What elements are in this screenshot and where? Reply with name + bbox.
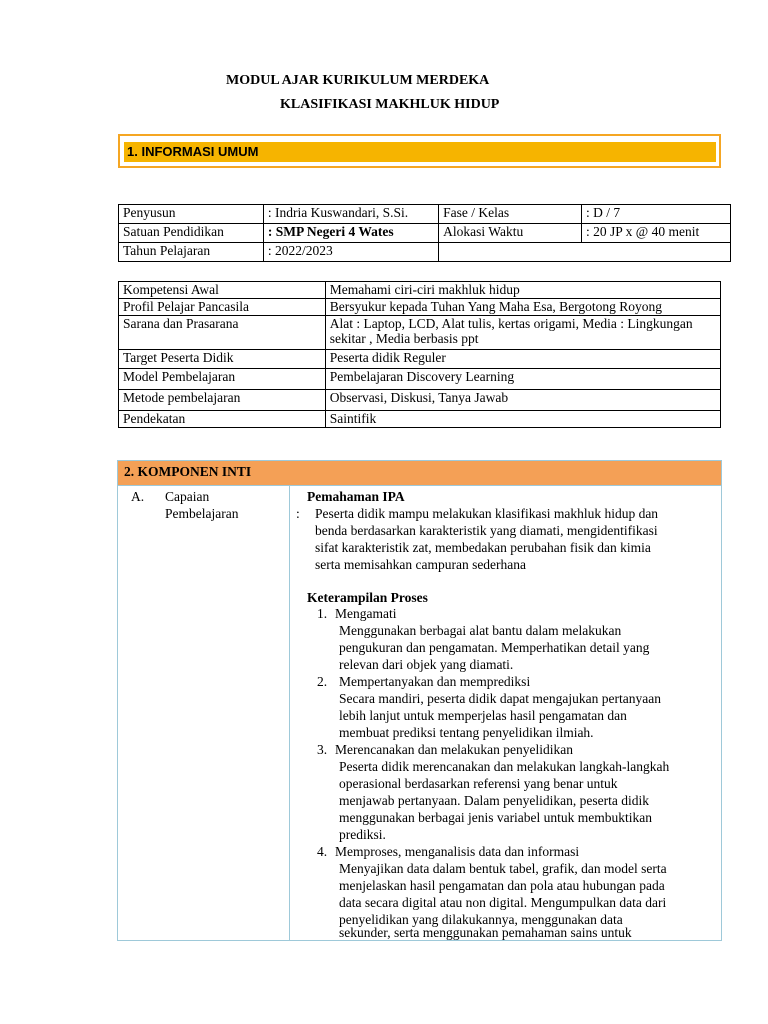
capaian-label-line1: Capaian xyxy=(165,489,210,504)
module-subtitle: KLASIFIKASI MAKHLUK HIDUP xyxy=(280,97,500,112)
tahun-value: : 2022/2023 xyxy=(263,243,438,262)
component-value: Peserta didik Reguler xyxy=(325,350,720,369)
general-info-table xyxy=(118,204,731,262)
section-1-heading: 1. INFORMASI UMUM xyxy=(124,142,716,162)
empty-cell xyxy=(582,243,731,262)
section-2-heading: 2. KOMPONEN INTI xyxy=(118,461,721,486)
component-label: Model Pembelajaran xyxy=(119,369,326,390)
section-2-box xyxy=(117,460,722,941)
colon: : xyxy=(296,506,300,521)
item-line: data secara digital atau non digital. Mengumpulkan data dari xyxy=(339,895,667,910)
item-line: prediksi. xyxy=(339,827,386,842)
item-title: Merencanakan dan melakukan penyelidikan xyxy=(335,742,574,757)
penyusun-value: : Indria Kuswandari, S.Si. xyxy=(263,205,438,224)
item-line: menggunakan berbagai jenis variabel untuk membuktikan xyxy=(339,810,653,825)
item-line: pengukuran dan pengamatan. Memperhatikan detail yang xyxy=(339,640,650,655)
item-line: Secara mandiri, peserta didik dapat mengajukan pertanyaan xyxy=(339,691,661,706)
item-line: penyelidikan yang dilakukannya, menggunakan data xyxy=(339,912,623,927)
ipa-text-line: Peserta didik mampu melakukan klasifikasi makhluk hidup dan xyxy=(315,506,659,521)
component-value: Saintifik xyxy=(325,411,720,428)
empty-cell xyxy=(439,243,582,262)
section-1-box xyxy=(118,134,721,168)
item-line: Menyajikan data dalam bentuk tabel, grafik, dan model serta xyxy=(339,861,667,876)
component-label: Target Peserta Didik xyxy=(119,350,326,369)
item-title: Mempertanyakan dan memprediksi xyxy=(339,674,531,689)
component-value: Observasi, Diskusi, Tanya Jawab xyxy=(325,390,720,411)
item-line: Peserta didik merencanakan dan melakukan langkah-langkah xyxy=(339,759,670,774)
alokasi-label: Alokasi Waktu xyxy=(439,224,582,243)
item-line: Menggunakan berbagai alat bantu dalam melakukan xyxy=(339,623,622,638)
penyusun-label: Penyusun xyxy=(119,205,264,224)
item-line: menjawab pertanyaan. Dalam penyelidikan, peserta didik xyxy=(339,793,650,808)
component-value: Pembelajaran Discovery Learning xyxy=(325,369,720,390)
component-label: Sarana dan Prasarana xyxy=(119,316,326,350)
tahun-label: Tahun Pelajaran xyxy=(119,243,264,262)
component-label: Kompetensi Awal xyxy=(119,282,326,299)
item-line: membuat prediksi tentang penyelidikan ilmiah. xyxy=(339,725,594,740)
item-line: lebih lanjut untuk memperjelas hasil pengamatan dan xyxy=(339,708,627,723)
item-number: 1. xyxy=(317,606,328,621)
satuan-value: : SMP Negeri 4 Wates xyxy=(263,224,438,243)
component-label: Metode pembelajaran xyxy=(119,390,326,411)
column-divider xyxy=(289,486,290,941)
module-title: MODUL AJAR KURIKULUM MERDEKA xyxy=(226,73,490,88)
item-number: 4. xyxy=(317,844,328,859)
item-line: operasional berdasarkan referensi yang benar untuk xyxy=(339,776,618,791)
component-value: Bersyukur kepada Tuhan Yang Maha Esa, Bergotong Royong xyxy=(325,299,720,316)
item-line: sekunder, serta menggunakan pemahaman sains untuk xyxy=(339,926,632,940)
alokasi-value: : 20 JP x @ 40 menit xyxy=(582,224,731,243)
ket-title: Keterampilan Proses xyxy=(307,590,428,605)
ipa-text-line: serta memisahkan campuran sederhana xyxy=(315,557,527,572)
component-value: Memahami ciri-ciri makhluk hidup xyxy=(325,282,720,299)
item-title: Memproses, menganalisis data dan informasi xyxy=(335,844,580,859)
ipa-text-line: benda berdasarkan karakteristik yang diamati, mengidentifikasi xyxy=(315,523,658,538)
item-line: relevan dari objek yang diamati. xyxy=(339,657,514,672)
satuan-label: Satuan Pendidikan xyxy=(119,224,264,243)
component-value: Alat : Laptop, LCD, Alat tulis, kertas origami, Media : Lingkungan sekitar , Media berbasis ppt xyxy=(325,316,720,350)
item-line: menjelaskan hasil pengamatan dan pola atau hubungan pada xyxy=(339,878,665,893)
ipa-text-line: sifat karakteristik zat, membedakan perubahan fisik dan kimia xyxy=(315,540,651,555)
item-title: Mengamati xyxy=(335,606,397,621)
components-table xyxy=(118,281,721,428)
item-number: 2. xyxy=(317,674,328,689)
ipa-title: Pemahaman IPA xyxy=(307,489,405,504)
capaian-letter: A. xyxy=(131,489,145,504)
item-number: 3. xyxy=(317,742,328,757)
component-label: Profil Pelajar Pancasila xyxy=(119,299,326,316)
fase-label: Fase / Kelas xyxy=(439,205,582,224)
component-label: Pendekatan xyxy=(119,411,326,428)
fase-value: : D / 7 xyxy=(582,205,731,224)
capaian-label-line2: Pembelajaran xyxy=(165,506,239,521)
